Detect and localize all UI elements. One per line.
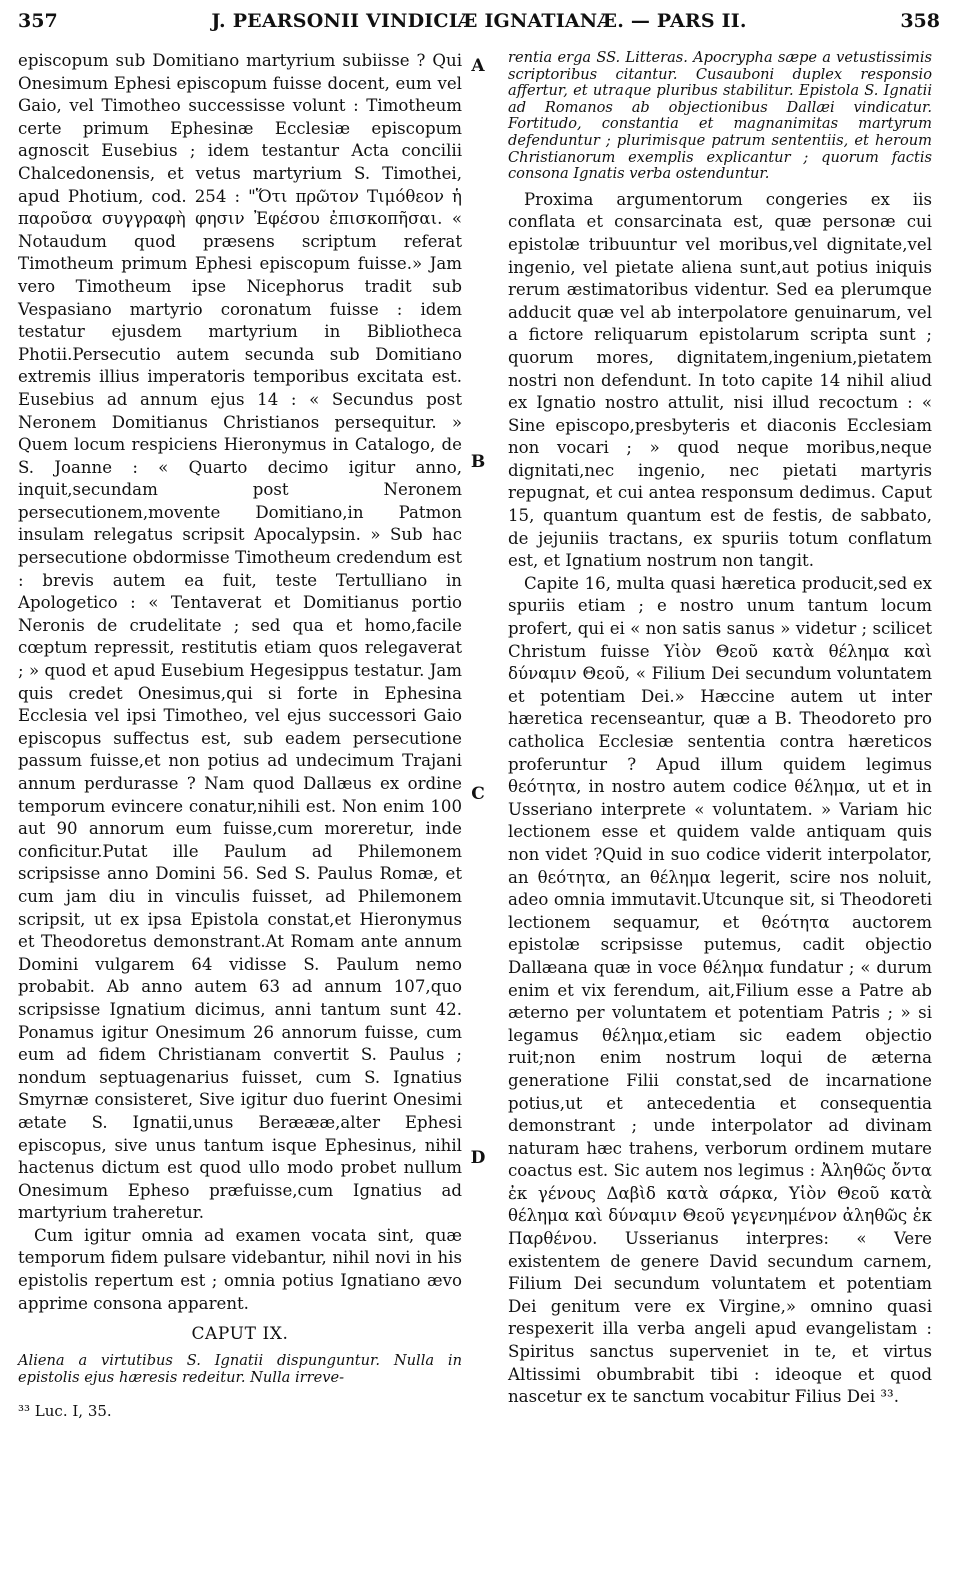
margin-letter-c: C <box>471 784 485 804</box>
right-column <box>508 50 932 1409</box>
chapter-summary-start: Aliena a virtutibus S. Ignatii dispunguntur. Nulla in epistolis ejus hæresis redeitur. Nulla irreve- <box>18 1351 462 1386</box>
margin-letter-d: D <box>470 1148 486 1168</box>
page-number-left: 357 <box>18 10 58 32</box>
margin-letter-b: B <box>470 452 486 472</box>
left-column <box>18 50 462 1422</box>
chapter-heading: CAPUT IX. <box>191 1324 289 1345</box>
margin-letter-a: A <box>471 56 485 76</box>
left-paragraph-1: episcopum sub Domitiano martyrium subiisse ? Qui Onesimum Ephesi episcopum fuisse docent, eum vel Gaio, vel Timotheo successisse volunt : Timotheum certe primum Ephesinæ Ecclesiæ episcopum agnoscit Eusebius ; idem testantur Acta concilii Chalcedonensis, et vetus martyrium S. Timothei, apud Photium, cod. 254 : "Ὅτι πρῶτον Τιμόθεον ἡ παροῦσα συγγραφὴ φησιν Ἐφέσου ἐπισκοπῆσαι. « Notaudum quod præsens scriptum referat Timotheum primum Ephesi episcopum fuisse.» Jam vero Timotheum ipse Nicephorus tradit sub Vespasiano martyrio coronatum fuisse : idem testatur ejusdem martyrium in Bibliotheca Photii.Persecutio autem secunda sub Domitiano extremis illius imperatoris temporibus excitata est. Eusebius ad annum ejus 14 : « Secundus post Neronem Domitianus Christianos persequitur. » Quem locum respiciens Hieronymus in Catalogo, de S. Joanne : « Quarto decimo igitur anno, inquit,secundam post Neronem persecutionem,movente Domitiano,in Patmon insulam relegatus scripsit Apocalypsin. » Sub hac persecutione obdormisse Timotheum credendum est : brevis autem ea fuit, teste Tertulliano in Apologetico : « Tentaverat et Domitianus portio Neronis de crudelitate ; sed qua et homo,facile cœptum repressit, restitutis etiam quos relegaverat ; » quod et apud Eusebium Hegesippus testatur. Jam quis credet Onesimus,qui si forte in Ephesina Ecclesia vel ipsi Timotheo, vel ejus successori Gaio episcopus suffectus est, sub eadem persecutione passum fuisse,et non potius ad undecimum Trajani annum perdurasse ? Nam quod Dallæus ex ordine temporum evincere conatur,nihili est. Non enim 100 aut 90 annorum eum fuisse,cum moreretur, inde conficitur.Putat ille Paulum ad Philemonem scripsisse anno Domini 56. Sed S. Paulus Romæ, et cum jam diu in vinculis fuisset, ad Philemonem scripsit, ut ex ipsa Epistola constat,et Hieronymus et Theodoretus demonstrant.At Romam ante annum Domini vulgarem 64 vidisse S. Paulum nemo probabit. Ab anno autem 63 ad annum 107,quo scripsisse Ignatium dicimus, anni tantum sunt 42. Ponamus igitur Onesimum 26 annorum fuisse, cum eum ad fidem Christianam convertit S. Paulus ; nondum septuagenarius fuisset, cum S. Ignatius Smyrnæ consisteret, Sive igitur duo fuerint Onesimi ætate S. Ignatii,unus Beræææ,alter Ephesi episcopus, sive unus tantum isque Ephesinus, nihil hactenus dictum est quod ullo modo probet nullum Onesimum Epheso præfuisse,cum Ignatius ad martyrium traheretur. <box>18 51 462 1223</box>
chapter-summary-continued: rentia erga SS. Litteras. Apocrypha sæpe a vetustissimis scriptoribus citantur. Cusauboni duplex responsio affertur, et utraque pluribus stabilitur. Epistola S. Ignatii ad Romanos ab objectionibus Dallæi vindicatur. Fortitudo, constantia et magnanimitas martyrum defenduntur ; plurimisque patrum sententiis, et heroum Christianorum exemplis explicantur ; quorum factis consona Ignatis verba ostenduntur. <box>508 49 932 183</box>
page-number-right: 358 <box>900 10 940 32</box>
footnote: ³³ Luc. I, 35. <box>18 1401 112 1420</box>
page-header <box>18 10 940 44</box>
left-paragraph-2: Cum igitur omnia ad examen vocata sint, quæ temporum fidem pulsare videbantur, nihil novi in his epistolis repertum est ; omnia potius Ignatiano ævo apprime consona apparent. <box>18 1225 462 1313</box>
running-title: J. PEARSONII VINDICIÆ IGNATIANÆ. — PARS II. <box>211 10 747 32</box>
right-paragraph-1: Proxima argumentorum congeries ex iis conflata et consarcinata est, quæ personæ cui epistolæ tribuuntur vel moribus,vel dignitate,vel ingenio, vel pietate aliena sunt,aut potius iniquis rerum æstimatoribus videntur. Sed ea plerumque adducit quæ vel ab interpolatore genuinarum, vel a fictore reliquarum epistolarum scripta sunt ; quorum mores, dignitatem,ingenium,pietatem nostri non defendunt. In toto capite 14 nihil aliud ex Ignatio nostro attulit, nisi illud recoctum : « Sine episcopo,presbyteris et diaconis Ecclesiam non vocari ; » quod neque moribus,neque dignitati,nec ingenio, nec pietati martyris repugnat, et cui antea responsum dedimus. Caput 15, quantum quantum est de festis, de sabbato, de jejuniis tractans, ex spuriis totum conflatum est, et Ignatium nostrum non tangit. <box>508 189 932 571</box>
right-paragraph-2: Capite 16, multa quasi hæretica producit,sed ex spuriis etiam ; e nostro unum tantum locum profert, qui ei « non satis sanus » videtur ; scilicet Christum fuisse Υἱὸν Θεοῦ κατὰ θέλημα καὶ δύναμιν Θεοῦ, « Filium Dei secundum voluntatem et potentiam Dei.» Hæccine autem ut inter hæretica recenseantur, quæ a B. Theodoreto pro catholica Ecclesiæ sententia contra hæreticos proferuntur ? Apud illum quidem legimus θεότητα, in nostro autem codice θέλημα, ut et in Usseriano interprete « voluntatem. » Variam hic lectionem esse et quidem valde antiquam quis non videt ?Quid in suo codice viderit interpolator, an θεότητα, an θέλημα legerit, scire nos noluit, adeo omnia immutavit.Utcunque sit, si Theodoreti lectionem sequamur, et θεότητα auctorem epistolæ scripsisse putemus, cadit objectio Dallæana quæ in voce θέλημα fundatur ; « durum enim et vix ferendum, ait,Filium esse a Patre ab æterno per voluntatem et potentiam Patris ; » si legamus θέλημα,etiam sic eadem objectio ruit;non enim nostrum loqui de æterna generatione Filii constat,sed de incarnatione potius,ut et antecedentia et consequentia demonstrant ; unde interpolator ad divinam naturam hæc trahens, verborum ordinem mutare coactus est. Sic autem nos legimus : Ἀληθῶς ὄντα ἐκ γένους Δαβὶδ κατὰ σάρκα, Υἱὸν Θεοῦ κατὰ θέλημα καὶ δύναμιν Θεοῦ γεγενημένον ἀληθῶς ἐκ Παρθένου. Usserianus interpres: « Vere existentem de genere David secundum carnem, Filium Dei secundum voluntatem et potentiam Dei genitum vere ex Virgine,» omnino quasi respexerit illa verba angeli apud evangelistam : Spiritus sanctus superveniet in te, et virtus Altissimi obumbrabit tibi : ideoque et quod nascetur ex te sanctum vocabitur Filius Dei ³³. <box>508 573 932 1407</box>
